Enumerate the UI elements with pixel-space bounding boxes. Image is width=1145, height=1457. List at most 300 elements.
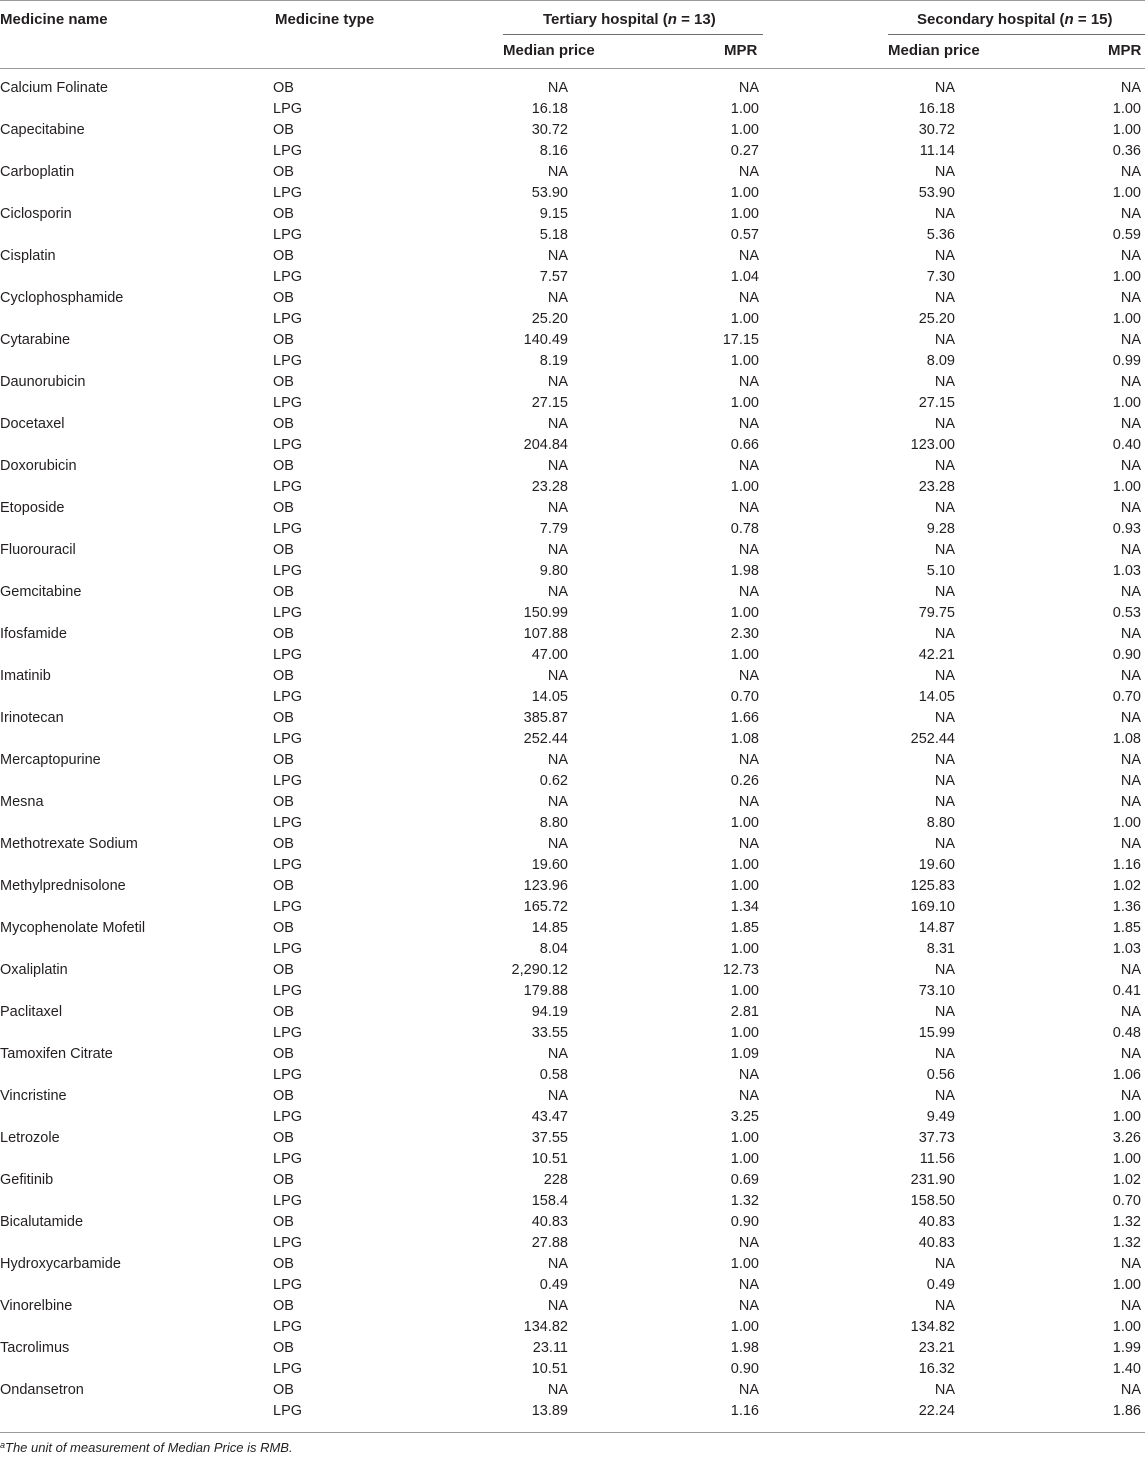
table-row bbox=[0, 267, 1145, 288]
header-secondary-hospital: Secondary hospital (n = 15) bbox=[917, 11, 1113, 28]
table-row bbox=[0, 897, 1145, 918]
medicine-type-cell: OB bbox=[273, 1382, 294, 1398]
tertiary-mpr-cell: NA bbox=[738, 752, 759, 768]
secondary-mpr-cell: NA bbox=[1120, 836, 1141, 852]
medicine-type-cell: LPG bbox=[273, 605, 303, 621]
secondary-median-price-cell: 169.10 bbox=[910, 899, 955, 915]
tertiary-median-price-cell: NA bbox=[547, 542, 568, 558]
table-row bbox=[0, 1065, 1145, 1086]
secondary-mpr-cell: 0.70 bbox=[1112, 1193, 1141, 1209]
secondary-mpr-cell: NA bbox=[1120, 1256, 1141, 1272]
tertiary-median-price-cell: NA bbox=[547, 458, 568, 474]
tertiary-mpr-cell: 0.26 bbox=[730, 773, 759, 789]
medicine-type-cell: LPG bbox=[273, 1025, 303, 1041]
tertiary-mpr-cell: 2.30 bbox=[730, 626, 759, 642]
medicine-type-cell: OB bbox=[273, 836, 294, 852]
secondary-median-price-cell: 9.49 bbox=[926, 1109, 955, 1125]
secondary-median-price-cell: 123.00 bbox=[910, 437, 955, 453]
tertiary-mpr-cell: 1.00 bbox=[730, 857, 759, 873]
secondary-median-price-cell: NA bbox=[934, 626, 955, 642]
tertiary-mpr-cell: 1.00 bbox=[730, 479, 759, 495]
tertiary-median-price-cell: 25.20 bbox=[531, 311, 568, 327]
table-row bbox=[0, 1002, 1145, 1023]
tertiary-mpr-cell: 1.04 bbox=[730, 269, 759, 285]
table-row bbox=[0, 456, 1145, 477]
secondary-mpr-cell: 1.02 bbox=[1112, 1172, 1141, 1188]
medicine-type-cell: LPG bbox=[273, 647, 303, 663]
table-row bbox=[0, 603, 1145, 624]
tertiary-mpr-cell: 1.00 bbox=[730, 878, 759, 894]
tertiary-median-price-cell: 94.19 bbox=[531, 1004, 568, 1020]
tertiary-mpr-cell: NA bbox=[738, 668, 759, 684]
table-row bbox=[0, 981, 1145, 1002]
tertiary-median-price-cell: 23.11 bbox=[532, 1340, 568, 1356]
tertiary-median-price-cell: 47.00 bbox=[531, 647, 568, 663]
table-row bbox=[0, 477, 1145, 498]
tertiary-median-price-cell: 40.83 bbox=[531, 1214, 568, 1230]
tertiary-mpr-cell: 1.00 bbox=[730, 983, 759, 999]
secondary-median-price-cell: 9.28 bbox=[926, 521, 955, 537]
medicine-type-cell: OB bbox=[273, 878, 294, 894]
secondary-median-price-cell: NA bbox=[934, 332, 955, 348]
tertiary-mpr-cell: 1.16 bbox=[730, 1403, 759, 1419]
table-row bbox=[0, 561, 1145, 582]
secondary-mpr-cell: 1.00 bbox=[1112, 1319, 1141, 1335]
secondary-mpr-cell: NA bbox=[1120, 332, 1141, 348]
medicine-type-cell: LPG bbox=[273, 185, 303, 201]
header-medicine-type: Medicine type bbox=[275, 11, 375, 28]
secondary-mpr-cell: NA bbox=[1120, 626, 1141, 642]
secondary-median-price-cell: NA bbox=[934, 1088, 955, 1104]
tertiary-mpr-cell: 0.78 bbox=[730, 521, 759, 537]
medicine-type-cell: LPG bbox=[273, 1319, 303, 1335]
secondary-mpr-cell: 1.00 bbox=[1112, 479, 1141, 495]
medicine-name-cell: Docetaxel bbox=[0, 416, 65, 432]
medicine-type-cell: LPG bbox=[273, 395, 303, 411]
table-row bbox=[0, 1044, 1145, 1065]
tertiary-median-price-cell: NA bbox=[547, 1298, 568, 1314]
secondary-median-price-cell: 14.05 bbox=[918, 689, 955, 705]
header-secondary-mpr: MPR bbox=[1108, 42, 1142, 59]
medicine-type-cell: OB bbox=[273, 1340, 294, 1356]
medicine-name-cell: Fluorouracil bbox=[0, 542, 76, 558]
medicine-name-cell: Paclitaxel bbox=[0, 1004, 63, 1020]
secondary-median-price-cell: 40.83 bbox=[918, 1214, 955, 1230]
tertiary-mpr-cell: NA bbox=[738, 164, 759, 180]
tertiary-mpr-cell: 1.34 bbox=[730, 899, 759, 915]
tertiary-median-price-cell: 228 bbox=[543, 1172, 568, 1188]
table-row bbox=[0, 1023, 1145, 1044]
secondary-mpr-cell: NA bbox=[1120, 1298, 1141, 1314]
medicine-type-cell: OB bbox=[273, 1214, 294, 1230]
medicine-type-cell: OB bbox=[273, 1088, 294, 1104]
secondary-mpr-cell: 1.16 bbox=[1112, 857, 1141, 873]
tertiary-median-price-cell: 43.47 bbox=[531, 1109, 568, 1125]
medicine-name-cell: Methylprednisolone bbox=[0, 878, 126, 894]
tertiary-mpr-cell: 1.00 bbox=[730, 1256, 759, 1272]
tertiary-mpr-cell: 0.57 bbox=[730, 227, 759, 243]
medicine-type-cell: LPG bbox=[273, 479, 303, 495]
tertiary-median-price-cell: NA bbox=[547, 836, 568, 852]
table-row bbox=[0, 204, 1145, 225]
secondary-median-price-cell: 40.83 bbox=[918, 1235, 955, 1251]
table-row bbox=[0, 1359, 1145, 1380]
secondary-median-price-cell: 22.24 bbox=[918, 1403, 955, 1419]
tertiary-median-price-cell: 150.99 bbox=[523, 605, 568, 621]
tertiary-mpr-cell: 1.00 bbox=[730, 1151, 759, 1167]
secondary-median-price-cell: 11.14 bbox=[919, 143, 955, 159]
secondary-mpr-cell: 1.00 bbox=[1112, 395, 1141, 411]
tertiary-median-price-cell: NA bbox=[547, 1088, 568, 1104]
tertiary-mpr-cell: NA bbox=[738, 584, 759, 600]
secondary-mpr-cell: NA bbox=[1120, 1382, 1141, 1398]
secondary-mpr-cell: 1.00 bbox=[1112, 1151, 1141, 1167]
secondary-span-rule bbox=[888, 34, 1145, 35]
tertiary-median-price-cell: 14.05 bbox=[531, 689, 568, 705]
medicine-name-cell: Daunorubicin bbox=[0, 374, 86, 390]
table-row bbox=[0, 687, 1145, 708]
table-row bbox=[0, 1212, 1145, 1233]
medicine-name-cell: Oxaliplatin bbox=[0, 962, 68, 978]
secondary-median-price-cell: 7.30 bbox=[926, 269, 955, 285]
medicine-name-cell: Cytarabine bbox=[0, 332, 71, 348]
medicine-name-cell: Gefitinib bbox=[0, 1172, 54, 1188]
medicine-type-cell: OB bbox=[273, 1172, 294, 1188]
secondary-median-price-cell: NA bbox=[934, 458, 955, 474]
medicine-type-cell: LPG bbox=[273, 773, 303, 789]
bottom-rule bbox=[0, 1432, 1145, 1433]
secondary-median-price-cell: NA bbox=[934, 248, 955, 264]
tertiary-mpr-cell: 1.32 bbox=[730, 1193, 759, 1209]
secondary-median-price-cell: 25.20 bbox=[918, 311, 955, 327]
medicine-type-cell: OB bbox=[273, 920, 294, 936]
secondary-mpr-cell: 1.00 bbox=[1112, 185, 1141, 201]
medicine-type-cell: LPG bbox=[273, 311, 303, 327]
table-row bbox=[0, 1401, 1145, 1422]
table-row bbox=[0, 834, 1145, 855]
table-row bbox=[0, 1233, 1145, 1254]
tertiary-mpr-cell: 1.00 bbox=[730, 1025, 759, 1041]
secondary-mpr-cell: NA bbox=[1120, 794, 1141, 810]
table-row bbox=[0, 855, 1145, 876]
tertiary-mpr-cell: 1.00 bbox=[730, 122, 759, 138]
secondary-mpr-cell: 1.85 bbox=[1112, 920, 1141, 936]
tertiary-median-price-cell: 23.28 bbox=[531, 479, 568, 495]
table-row bbox=[0, 1317, 1145, 1338]
tertiary-median-price-cell: 385.87 bbox=[523, 710, 568, 726]
secondary-median-price-cell: 231.90 bbox=[910, 1172, 955, 1188]
medicine-type-cell: OB bbox=[273, 1256, 294, 1272]
medicine-type-cell: LPG bbox=[273, 899, 303, 915]
tertiary-median-price-cell: NA bbox=[547, 752, 568, 768]
medicine-type-cell: LPG bbox=[273, 563, 303, 579]
secondary-mpr-cell: NA bbox=[1120, 584, 1141, 600]
medicine-type-cell: OB bbox=[273, 500, 294, 516]
secondary-median-price-cell: 23.21 bbox=[918, 1340, 955, 1356]
tertiary-median-price-cell: 252.44 bbox=[523, 731, 568, 747]
tertiary-mpr-cell: NA bbox=[738, 794, 759, 810]
tertiary-median-price-cell: 27.15 bbox=[531, 395, 568, 411]
medicine-name-cell: Ciclosporin bbox=[0, 206, 72, 222]
medicine-name-cell: Tamoxifen Citrate bbox=[0, 1046, 113, 1062]
tertiary-mpr-cell: NA bbox=[738, 1067, 759, 1083]
medicine-type-cell: LPG bbox=[273, 941, 303, 957]
secondary-mpr-cell: 0.36 bbox=[1112, 143, 1141, 159]
tertiary-median-price-cell: 16.18 bbox=[531, 101, 568, 117]
secondary-median-price-cell: NA bbox=[934, 1004, 955, 1020]
secondary-mpr-cell: 1.02 bbox=[1112, 878, 1141, 894]
secondary-median-price-cell: 5.36 bbox=[926, 227, 955, 243]
medicine-name-cell: Imatinib bbox=[0, 668, 51, 684]
table-row bbox=[0, 1338, 1145, 1359]
tertiary-mpr-cell: NA bbox=[738, 1277, 759, 1293]
secondary-median-price-cell: NA bbox=[934, 1382, 955, 1398]
header-rule bbox=[0, 68, 1145, 69]
medicine-name-cell: Mercaptopurine bbox=[0, 752, 101, 768]
tertiary-median-price-cell: NA bbox=[547, 1256, 568, 1272]
medicine-type-cell: LPG bbox=[273, 731, 303, 747]
tertiary-mpr-cell: 1.00 bbox=[730, 605, 759, 621]
secondary-mpr-cell: 1.03 bbox=[1112, 941, 1141, 957]
medicine-type-cell: OB bbox=[273, 122, 294, 138]
tertiary-median-price-cell: 123.96 bbox=[523, 878, 568, 894]
tertiary-span-rule bbox=[503, 34, 763, 35]
tertiary-median-price-cell: NA bbox=[547, 668, 568, 684]
top-rule bbox=[0, 0, 1145, 1]
secondary-mpr-cell: 1.86 bbox=[1112, 1403, 1141, 1419]
tertiary-median-price-cell: 9.15 bbox=[539, 206, 568, 222]
medicine-type-cell: OB bbox=[273, 584, 294, 600]
medicine-type-cell: LPG bbox=[273, 689, 303, 705]
tertiary-mpr-cell: NA bbox=[738, 542, 759, 558]
tertiary-median-price-cell: 13.89 bbox=[531, 1403, 568, 1419]
table-row bbox=[0, 708, 1145, 729]
secondary-mpr-cell: 0.93 bbox=[1112, 521, 1141, 537]
tertiary-mpr-cell: 1.00 bbox=[730, 647, 759, 663]
tertiary-median-price-cell: NA bbox=[547, 248, 568, 264]
medicine-name-cell: Doxorubicin bbox=[0, 458, 77, 474]
tertiary-median-price-cell: NA bbox=[547, 164, 568, 180]
secondary-mpr-cell: 0.53 bbox=[1112, 605, 1141, 621]
medicine-name-cell: Ondansetron bbox=[0, 1382, 84, 1398]
medicine-type-cell: OB bbox=[273, 248, 294, 264]
secondary-median-price-cell: 8.31 bbox=[926, 941, 955, 957]
table-row bbox=[0, 1254, 1145, 1275]
table-row bbox=[0, 330, 1145, 351]
table-row bbox=[0, 1107, 1145, 1128]
secondary-mpr-cell: NA bbox=[1120, 542, 1141, 558]
tertiary-mpr-cell: 17.15 bbox=[722, 332, 759, 348]
medicine-type-cell: OB bbox=[273, 710, 294, 726]
tertiary-mpr-cell: NA bbox=[738, 374, 759, 390]
secondary-median-price-cell: 0.49 bbox=[926, 1277, 955, 1293]
tertiary-mpr-cell: 1.08 bbox=[730, 731, 759, 747]
secondary-mpr-cell: NA bbox=[1120, 164, 1141, 180]
header-tertiary-median-price: Median price bbox=[503, 42, 595, 59]
secondary-mpr-cell: 0.41 bbox=[1112, 983, 1141, 999]
medicine-type-cell: OB bbox=[273, 206, 294, 222]
table-row bbox=[0, 771, 1145, 792]
medicine-name-cell: Cyclophosphamide bbox=[0, 290, 124, 306]
medicine-name-cell: Etoposide bbox=[0, 500, 65, 516]
header-tertiary-hospital: Tertiary hospital (n = 13) bbox=[543, 11, 716, 28]
table-row bbox=[0, 288, 1145, 309]
secondary-median-price-cell: NA bbox=[934, 290, 955, 306]
tertiary-mpr-cell: NA bbox=[738, 248, 759, 264]
tertiary-mpr-cell: 0.27 bbox=[730, 143, 759, 159]
tertiary-mpr-cell: NA bbox=[738, 1298, 759, 1314]
medicine-type-cell: OB bbox=[273, 290, 294, 306]
medicine-type-cell: OB bbox=[273, 542, 294, 558]
secondary-mpr-cell: NA bbox=[1120, 248, 1141, 264]
secondary-mpr-cell: 0.40 bbox=[1112, 437, 1141, 453]
secondary-median-price-cell: 37.73 bbox=[918, 1130, 955, 1146]
table-row bbox=[0, 750, 1145, 771]
secondary-median-price-cell: 8.09 bbox=[926, 353, 955, 369]
table-row bbox=[0, 792, 1145, 813]
tertiary-median-price-cell: 14.85 bbox=[531, 920, 568, 936]
tertiary-mpr-cell: 1.00 bbox=[730, 1319, 759, 1335]
secondary-mpr-cell: NA bbox=[1120, 80, 1141, 96]
table-row bbox=[0, 78, 1145, 99]
secondary-median-price-cell: 19.60 bbox=[918, 857, 955, 873]
secondary-mpr-cell: 0.70 bbox=[1112, 689, 1141, 705]
secondary-median-price-cell: 27.15 bbox=[918, 395, 955, 411]
tertiary-median-price-cell: NA bbox=[547, 794, 568, 810]
header-medicine-name: Medicine name bbox=[0, 11, 108, 28]
tertiary-mpr-cell: NA bbox=[738, 458, 759, 474]
secondary-median-price-cell: NA bbox=[934, 1046, 955, 1062]
tertiary-mpr-cell: 1.00 bbox=[730, 815, 759, 831]
secondary-median-price-cell: NA bbox=[934, 836, 955, 852]
secondary-median-price-cell: NA bbox=[934, 794, 955, 810]
tertiary-mpr-cell: 1.00 bbox=[730, 101, 759, 117]
tertiary-median-price-cell: 19.60 bbox=[531, 857, 568, 873]
tertiary-mpr-cell: NA bbox=[738, 416, 759, 432]
medicine-name-cell: Cisplatin bbox=[0, 248, 56, 264]
table-row bbox=[0, 519, 1145, 540]
tertiary-median-price-cell: 37.55 bbox=[531, 1130, 568, 1146]
tertiary-mpr-cell: NA bbox=[738, 1235, 759, 1251]
footnote: $^a$The unit of measurement of Median Price is RMB. bbox=[0, 1440, 293, 1455]
secondary-median-price-cell: 30.72 bbox=[918, 122, 955, 138]
secondary-mpr-cell: 1.00 bbox=[1112, 311, 1141, 327]
tertiary-mpr-cell: 12.73 bbox=[722, 962, 759, 978]
tertiary-median-price-cell: 165.72 bbox=[523, 899, 568, 915]
secondary-mpr-cell: 1.00 bbox=[1112, 1277, 1141, 1293]
secondary-mpr-cell: 1.00 bbox=[1112, 269, 1141, 285]
tertiary-mpr-cell: 0.90 bbox=[730, 1361, 759, 1377]
secondary-mpr-cell: 1.32 bbox=[1112, 1214, 1141, 1230]
table-row bbox=[0, 351, 1145, 372]
secondary-median-price-cell: 16.32 bbox=[918, 1361, 955, 1377]
table-row bbox=[0, 183, 1145, 204]
secondary-mpr-cell: 1.40 bbox=[1112, 1361, 1141, 1377]
secondary-median-price-cell: 252.44 bbox=[910, 731, 955, 747]
medicine-type-cell: OB bbox=[273, 668, 294, 684]
table-row bbox=[0, 393, 1145, 414]
secondary-median-price-cell: NA bbox=[934, 710, 955, 726]
tertiary-mpr-cell: 1.09 bbox=[730, 1046, 759, 1062]
table-row bbox=[0, 246, 1145, 267]
medicine-name-cell: Hydroxycarbamide bbox=[0, 1256, 121, 1272]
table-row bbox=[0, 918, 1145, 939]
tertiary-mpr-cell: 1.00 bbox=[730, 185, 759, 201]
tertiary-median-price-cell: 204.84 bbox=[523, 437, 568, 453]
table-row bbox=[0, 1275, 1145, 1296]
tertiary-mpr-cell: 1.00 bbox=[730, 353, 759, 369]
secondary-median-price-cell: 79.75 bbox=[918, 605, 955, 621]
medicine-type-cell: OB bbox=[273, 626, 294, 642]
secondary-mpr-cell: 0.48 bbox=[1112, 1025, 1141, 1041]
tertiary-median-price-cell: 0.62 bbox=[539, 773, 568, 789]
table-row bbox=[0, 876, 1145, 897]
secondary-median-price-cell: 42.21 bbox=[918, 647, 955, 663]
medicine-type-cell: LPG bbox=[273, 143, 303, 159]
tertiary-mpr-cell: NA bbox=[738, 836, 759, 852]
tertiary-mpr-cell: 2.81 bbox=[730, 1004, 759, 1020]
tertiary-mpr-cell: 3.25 bbox=[730, 1109, 759, 1125]
secondary-median-price-cell: NA bbox=[934, 500, 955, 516]
secondary-median-price-cell: 73.10 bbox=[918, 983, 955, 999]
secondary-mpr-cell: 1.06 bbox=[1112, 1067, 1141, 1083]
medicine-type-cell: OB bbox=[273, 1298, 294, 1314]
secondary-mpr-cell: NA bbox=[1120, 290, 1141, 306]
medicine-name-cell: Gemcitabine bbox=[0, 584, 82, 600]
secondary-mpr-cell: 1.36 bbox=[1112, 899, 1141, 915]
medicine-type-cell: OB bbox=[273, 416, 294, 432]
secondary-mpr-cell: NA bbox=[1120, 416, 1141, 432]
tertiary-median-price-cell: 7.57 bbox=[539, 269, 568, 285]
secondary-median-price-cell: NA bbox=[934, 1256, 955, 1272]
secondary-mpr-cell: NA bbox=[1120, 962, 1141, 978]
medicine-type-cell: LPG bbox=[273, 269, 303, 285]
secondary-mpr-cell: 1.00 bbox=[1112, 122, 1141, 138]
tertiary-median-price-cell: 33.55 bbox=[531, 1025, 568, 1041]
secondary-mpr-cell: 1.00 bbox=[1112, 815, 1141, 831]
secondary-mpr-cell: NA bbox=[1120, 1088, 1141, 1104]
table-row bbox=[0, 624, 1145, 645]
secondary-median-price-cell: NA bbox=[934, 668, 955, 684]
secondary-mpr-cell: 1.00 bbox=[1112, 101, 1141, 117]
medicine-type-cell: LPG bbox=[273, 1277, 303, 1293]
table-row bbox=[0, 1380, 1145, 1401]
tertiary-median-price-cell: NA bbox=[547, 500, 568, 516]
tertiary-median-price-cell: NA bbox=[547, 374, 568, 390]
medicine-type-cell: OB bbox=[273, 164, 294, 180]
secondary-median-price-cell: 53.90 bbox=[918, 185, 955, 201]
secondary-median-price-cell: NA bbox=[934, 584, 955, 600]
secondary-median-price-cell: NA bbox=[934, 80, 955, 96]
medicine-name-cell: Capecitabine bbox=[0, 122, 85, 138]
medicine-name-cell: Irinotecan bbox=[0, 710, 64, 726]
tertiary-median-price-cell: 30.72 bbox=[531, 122, 568, 138]
medicine-type-cell: OB bbox=[273, 332, 294, 348]
table-row bbox=[0, 540, 1145, 561]
table-row bbox=[0, 372, 1145, 393]
tertiary-median-price-cell: 140.49 bbox=[523, 332, 568, 348]
secondary-mpr-cell: 1.32 bbox=[1112, 1235, 1141, 1251]
tertiary-median-price-cell: 158.4 bbox=[531, 1193, 568, 1209]
tertiary-median-price-cell: 8.16 bbox=[539, 143, 568, 159]
secondary-mpr-cell: NA bbox=[1120, 458, 1141, 474]
table-row bbox=[0, 960, 1145, 981]
medicine-type-cell: LPG bbox=[273, 1193, 303, 1209]
tertiary-median-price-cell: 0.58 bbox=[539, 1067, 568, 1083]
secondary-median-price-cell: 158.50 bbox=[910, 1193, 955, 1209]
tertiary-mpr-cell: 1.00 bbox=[730, 395, 759, 411]
tertiary-median-price-cell: 0.49 bbox=[539, 1277, 568, 1293]
